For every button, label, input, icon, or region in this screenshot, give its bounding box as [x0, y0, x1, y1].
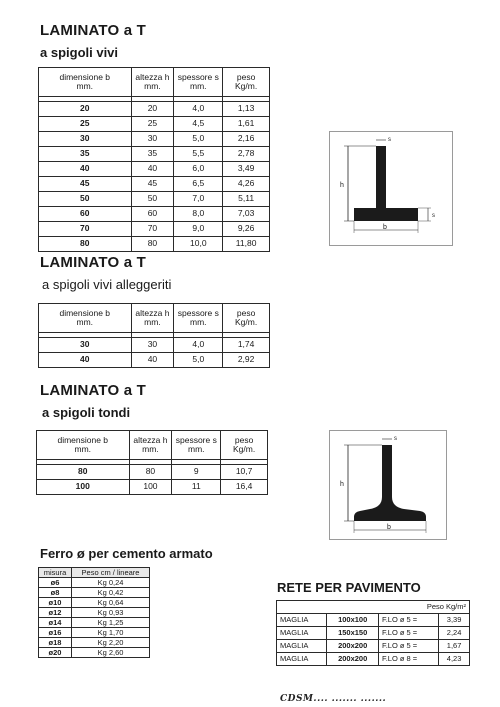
table-row: 50 50 7,0 5,11	[39, 192, 270, 207]
rete-table: Peso Kg/m² MAGLIA 100x100 F.LO ø 5 = 3,39 MAGLIA 150x150 F.LO ø 5 = 2,24 MAGLIA 200x200 F.LO ø 5 = 1,67 MAGLIA 200x200 F.LO ø 8 = 4,23	[276, 600, 470, 666]
table-row: ø16 Kg 1,70	[39, 628, 150, 638]
t-profile-sharp-figure	[329, 131, 453, 246]
t-profile-rounded-icon	[330, 431, 446, 539]
table-row: ø8 Kg 0,42	[39, 588, 150, 598]
section1-title: LAMINATO a T	[40, 22, 147, 39]
section2-subtitle: a spigoli vivi alleggeriti	[42, 277, 172, 292]
table-row: 35 35 5,5 2,78	[39, 147, 270, 162]
t-profile-rounded-figure	[329, 430, 447, 540]
rete-title: RETE PER PAVIMENTO	[277, 580, 421, 595]
table-row: 100 100 11 16,4	[37, 480, 268, 495]
table-row: 30 30 4,0 1,74	[39, 338, 270, 353]
table-row: ø14 Kg 1,25	[39, 618, 150, 628]
table-row: ø10 Kg 0,64	[39, 598, 150, 608]
section1-table	[38, 67, 270, 252]
table-row: ø6 Kg 0,24	[39, 578, 150, 588]
table-row: 40 40 5,0 2,92	[39, 353, 270, 368]
section3-subtitle: a spigoli tondi	[42, 405, 131, 420]
table-row: MAGLIA 200x200 F.LO ø 8 = 4,23	[277, 653, 470, 666]
table-row: 80 80 10,0 11,80	[39, 237, 270, 252]
table-row: 20 20 4,0 1,13	[39, 102, 270, 117]
table-row: 45 45 6,5 4,26	[39, 177, 270, 192]
section2-title: LAMINATO a T	[40, 254, 147, 271]
table-row: 60 60 8,0 7,03	[39, 207, 270, 222]
ferro-title: Ferro ø per cemento armato	[40, 546, 213, 561]
t-profile-sharp-icon	[330, 132, 452, 245]
table-row: 70 70 9,0 9,26	[39, 222, 270, 237]
section3-table: dimensione b mm. altezza h mm. spessore s mm. peso Kg/m. 80 80 9 10,7 100 100 11 16,4	[36, 430, 268, 495]
section3-title: LAMINATO a T	[40, 382, 147, 399]
table-row: 30 30 5,0 2,16	[39, 132, 270, 147]
table-row: 40 40 6,0 3,49	[39, 162, 270, 177]
col-header-h: altezza h mm.	[131, 68, 174, 97]
table-row: ø18 Kg 2,20	[39, 638, 150, 648]
table-row: MAGLIA 150x150 F.LO ø 5 = 2,24	[277, 627, 470, 640]
footer-text: CDSM.... ....... .......	[280, 694, 387, 704]
table-row: ø20 Kg 2,60	[39, 648, 150, 658]
col-header-s: spessore s mm.	[174, 68, 223, 97]
label-b-rounded: b	[387, 524, 391, 531]
table-row: MAGLIA 100x100 F.LO ø 5 = 3,39	[277, 614, 470, 627]
section2-table: dimensione b mm. altezza h mm. spessore s mm. peso Kg/m. 30 30 4,0 1,74 40 40 5,0 2,92	[38, 303, 270, 368]
table-row: MAGLIA 200x200 F.LO ø 5 = 1,67	[277, 640, 470, 653]
label-b: b	[383, 224, 387, 231]
table-row: 25 25 4,5 1,61	[39, 117, 270, 132]
ferro-table: misura Peso cm / lineare ø6 Kg 0,24 ø8 Kg 0,42 ø10 Kg 0,64 ø12 Kg 0,93 ø14 Kg 1,25 ø16 Kg 1,70 ø18 Kg 2,20 ø20 Kg 2,60	[38, 567, 150, 658]
section1-subtitle: a spigoli vivi	[40, 45, 119, 60]
col-header-b: dimensione b mm.	[39, 68, 132, 97]
label-s-rounded: s	[394, 436, 397, 442]
label-s-side: s	[432, 213, 435, 219]
label-h-rounded: h	[340, 481, 344, 488]
table-row: 80 80 9 10,7	[37, 465, 268, 480]
table-row: ø12 Kg 0,93	[39, 608, 150, 618]
label-h: h	[340, 182, 344, 189]
label-s-top: s	[388, 137, 391, 143]
col-header-peso: peso Kg/m.	[223, 68, 270, 97]
